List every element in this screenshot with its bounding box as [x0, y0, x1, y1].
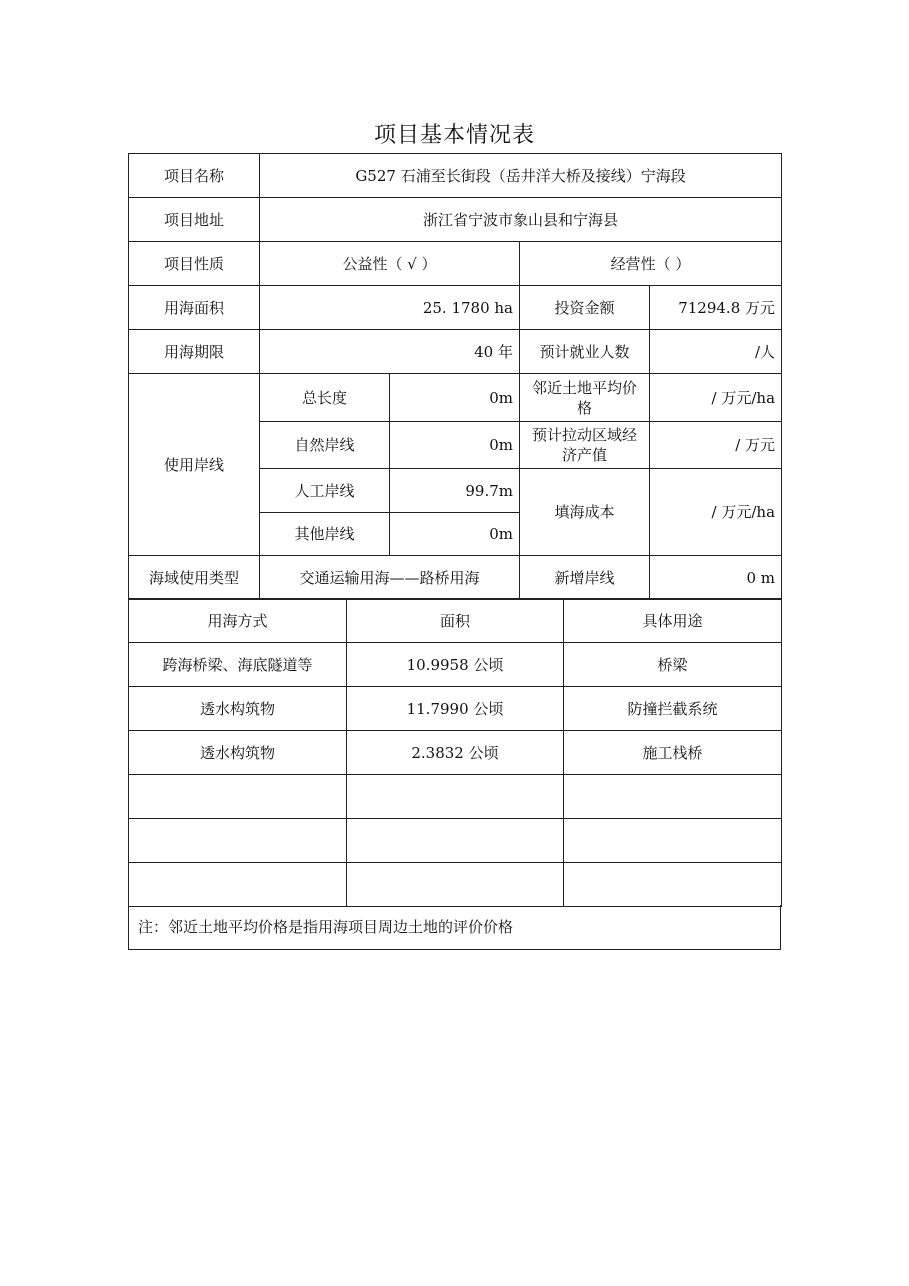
label-economic-output: 预计拉动区域经济产值 — [520, 422, 650, 469]
label-coastline-group: 使用岸线 — [129, 374, 260, 556]
value-investment: 71294.8 万元 — [650, 286, 782, 330]
value-new-coastline: 0 m — [650, 556, 782, 600]
label-land-price: 邻近土地平均价格 — [520, 374, 650, 422]
usage-area: 2.3832 公顷 — [347, 731, 564, 775]
note-text: 注：邻近土地平均价格是指用海项目周边土地的评价价格 — [129, 905, 781, 949]
label-new-coastline: 新增岸线 — [520, 556, 650, 600]
value-commercial: 经营性（ ） — [520, 242, 782, 286]
label-sea-area: 用海面积 — [129, 286, 260, 330]
label-project-nature: 项目性质 — [129, 242, 260, 286]
row-coastline-total — [129, 374, 782, 422]
value-sea-term: 40 年 — [260, 330, 520, 374]
usage-purpose: 施工栈桥 — [564, 731, 782, 775]
value-total-length: 0m — [390, 374, 520, 422]
table-row — [129, 643, 782, 687]
row-project-nature — [129, 242, 782, 286]
usage-method — [129, 775, 347, 819]
value-economic-output: / 万元 — [650, 422, 782, 469]
row-sea-term — [129, 330, 782, 374]
value-employment: /人 — [650, 330, 782, 374]
usage-method — [129, 863, 347, 907]
table-row — [129, 687, 782, 731]
table-row — [129, 863, 782, 907]
value-other-coastline: 0m — [390, 513, 520, 556]
label-fill-cost: 填海成本 — [520, 469, 650, 556]
table-row — [129, 775, 782, 819]
usage-purpose — [564, 775, 782, 819]
usage-method: 透水构筑物 — [129, 731, 347, 775]
page-title: 项目基本情况表 — [373, 123, 535, 148]
usage-method — [129, 819, 347, 863]
usage-area: 10.9958 公顷 — [347, 643, 564, 687]
value-public-welfare: 公益性（ √ ） — [260, 242, 520, 286]
table-row — [129, 731, 782, 775]
label-natural-coastline: 自然岸线 — [260, 422, 390, 469]
row-project-address — [129, 198, 782, 242]
row-sea-type — [129, 556, 782, 600]
value-natural-coastline: 0m — [390, 422, 520, 469]
label-other-coastline: 其他岸线 — [260, 513, 390, 556]
sea-usage-table — [128, 598, 782, 907]
value-project-address: 浙江省宁波市象山县和宁海县 — [260, 198, 782, 242]
header-usage-purpose: 具体用途 — [564, 599, 782, 643]
label-sea-type: 海域使用类型 — [129, 556, 260, 600]
label-employment: 预计就业人数 — [520, 330, 650, 374]
label-total-length: 总长度 — [260, 374, 390, 422]
note-row — [129, 905, 781, 949]
value-fill-cost: / 万元/ha — [650, 469, 782, 556]
value-project-name: G527 石浦至长街段（岳井洋大桥及接线）宁海段 — [260, 154, 782, 198]
usage-area: 11.7990 公顷 — [347, 687, 564, 731]
usage-method: 透水构筑物 — [129, 687, 347, 731]
usage-purpose: 防撞拦截系统 — [564, 687, 782, 731]
header-usage-area: 面积 — [347, 599, 564, 643]
usage-purpose — [564, 819, 782, 863]
usage-area — [347, 863, 564, 907]
value-sea-area: 25. 1780 ha — [260, 286, 520, 330]
usage-area — [347, 775, 564, 819]
label-project-address: 项目地址 — [129, 198, 260, 242]
usage-method: 跨海桥梁、海底隧道等 — [129, 643, 347, 687]
usage-header-row — [129, 599, 782, 643]
row-project-name — [129, 154, 782, 198]
label-project-name: 项目名称 — [129, 154, 260, 198]
value-sea-type: 交通运输用海——路桥用海 — [260, 556, 520, 600]
label-sea-term: 用海期限 — [129, 330, 260, 374]
value-land-price: / 万元/ha — [650, 374, 782, 422]
usage-purpose: 桥梁 — [564, 643, 782, 687]
label-investment: 投资金额 — [520, 286, 650, 330]
usage-area — [347, 819, 564, 863]
header-usage-method: 用海方式 — [129, 599, 347, 643]
value-artificial-coastline: 99.7m — [390, 469, 520, 513]
note-table — [128, 905, 781, 950]
label-artificial-coastline: 人工岸线 — [260, 469, 390, 513]
usage-purpose — [564, 863, 782, 907]
row-sea-area — [129, 286, 782, 330]
table-row — [129, 819, 782, 863]
project-info-table — [128, 153, 782, 600]
